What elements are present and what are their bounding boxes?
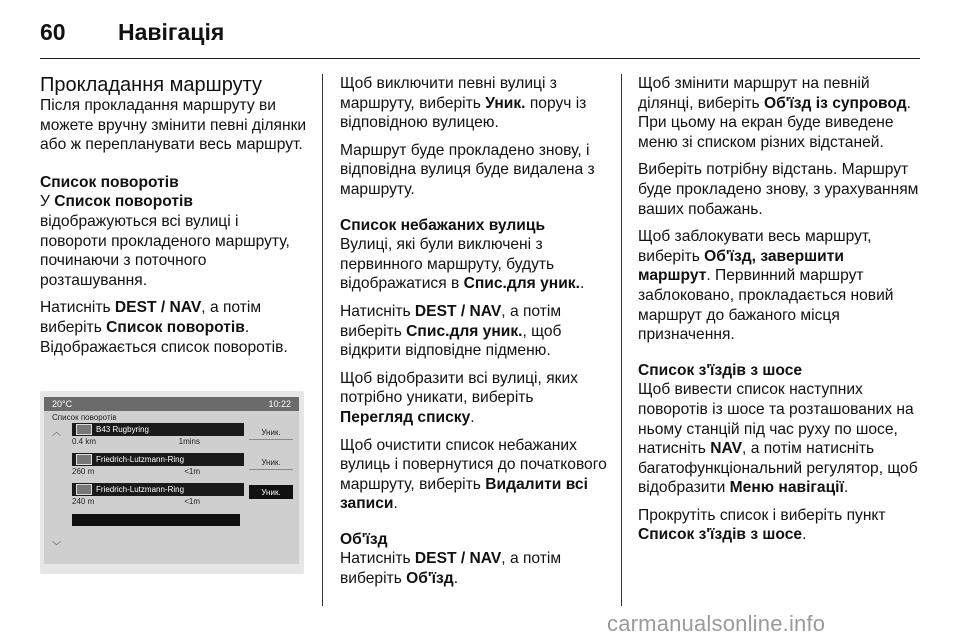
temperature: 20°C: [52, 399, 73, 409]
paragraph: Маршрут буде прокладено знову, і відповідна вулиця буде видалена з маршруту.: [340, 141, 595, 198]
intro-paragraph: Після прокладання маршруту ви можете вручну змінити певні ділянки або ж перепланувати весь маршрут.: [40, 97, 307, 154]
paragraph: Прокрутіть список і виберіть пункт Список з'їздів з шосе.: [638, 506, 886, 544]
header-rule: [40, 58, 920, 59]
screen-title: Список поворотів: [52, 413, 117, 422]
page-header: [40, 14, 224, 50]
paragraph: Натисніть DEST / NAV, а потім виберіть Об'їзд.: [340, 550, 562, 588]
sub-heading-detour: Об'їзд: [340, 530, 388, 548]
page-title: Навігація: [118, 18, 225, 45]
paragraph: У Список поворотів відображуються всі вулиці і повороти прокладеного маршруту, починаючи з поточного розташування.: [40, 193, 290, 289]
paragraph: Щоб вивести список наступних поворотів із шосе та розташованих на ньому станцій під час руху по шосе, натисніть NAV, а потім натисніть багатофункціональний регулятор, щоб відобразити Меню навігації.: [638, 381, 918, 497]
infotainment-screenshot: [40, 391, 304, 574]
display-screen: [44, 397, 299, 564]
status-bar: [44, 397, 299, 411]
avoid-button-selected[interactable]: Уник.: [249, 485, 293, 499]
turn-row-details: 0.4 km 1mins: [72, 437, 200, 446]
watermark: carmanualsonline.info: [607, 611, 826, 636]
turn-row[interactable]: Friedrich-Lutzmann-Ring: [72, 453, 244, 466]
paragraph: Щоб відобразити всі вулиці, яких потрібно уникати, виберіть Перегляд списку.: [340, 369, 578, 426]
paragraph: Щоб заблокувати весь маршрут, виберіть Об'їзд, завершити маршрут. Первинний маршрут заблоковано, прокладається новий маршрут до бажаного місця призначення.: [638, 228, 894, 344]
paragraph: Щоб змінити маршрут на певній ділянці, виберіть Об'їзд із супровод. При цьому на екран буде виведене меню зі списком різних відстаней.: [638, 75, 911, 151]
sub-heading-avoid-list: Список небажаних вулиць: [340, 216, 546, 234]
paragraph: Щоб виключити певні вулиці з маршруту, виберіть Уник. поруч із відповідною вулицею.: [340, 75, 587, 132]
turn-row[interactable]: B43 Rugbyring: [72, 423, 244, 436]
column-1: [40, 74, 308, 365]
scroll-down-icon[interactable]: ﹀: [52, 541, 62, 551]
avoid-button[interactable]: Уник.: [249, 425, 293, 440]
paragraph: Натисніть DEST / NAV, а потім виберіть Список поворотів. Відображається список поворотів.: [40, 299, 288, 356]
turn-arrow-icon: [76, 424, 92, 435]
turn-row[interactable]: Friedrich-Lutzmann-Ring: [72, 483, 244, 496]
bottom-bar: [72, 514, 240, 526]
scroll-up-icon[interactable]: ︿: [52, 427, 62, 437]
paragraph: Виберіть потрібну відстань. Маршрут буде прокладено знову, з урахуванням ваших побажань.: [638, 161, 919, 218]
section-heading: Прокладання маршруту: [40, 74, 262, 96]
turn-list-view: [44, 411, 299, 564]
turn-row-details: 240 m <1m: [72, 497, 200, 506]
avoid-button[interactable]: Уник.: [249, 455, 293, 470]
page-number: 60: [40, 18, 66, 45]
column-divider-2: [621, 74, 622, 606]
sub-heading-highway-exits: Список з'їздів з шосе: [638, 361, 803, 379]
paragraph: Вулиці, які були виключені з первинного маршруту, будуть відображатися в Спис.для уник..: [340, 236, 585, 293]
column-2: [340, 74, 608, 597]
turn-arrow-icon: [76, 484, 92, 495]
turn-row-details: 260 m <1m: [72, 467, 200, 476]
clock: 10:22: [268, 399, 291, 409]
paragraph: Щоб очистити список небажаних вулиць і повернутися до початкового маршруту, виберіть Видалити всі записи.: [340, 436, 607, 513]
column-divider-1: [322, 74, 323, 606]
sub-heading-turn-list: Список поворотів: [40, 173, 179, 191]
paragraph: Натисніть DEST / NAV, а потім виберіть Спис.для уник., щоб відкрити відповідне підменю.: [340, 302, 562, 360]
column-3: [638, 74, 920, 553]
turn-arrow-icon: [76, 454, 92, 465]
